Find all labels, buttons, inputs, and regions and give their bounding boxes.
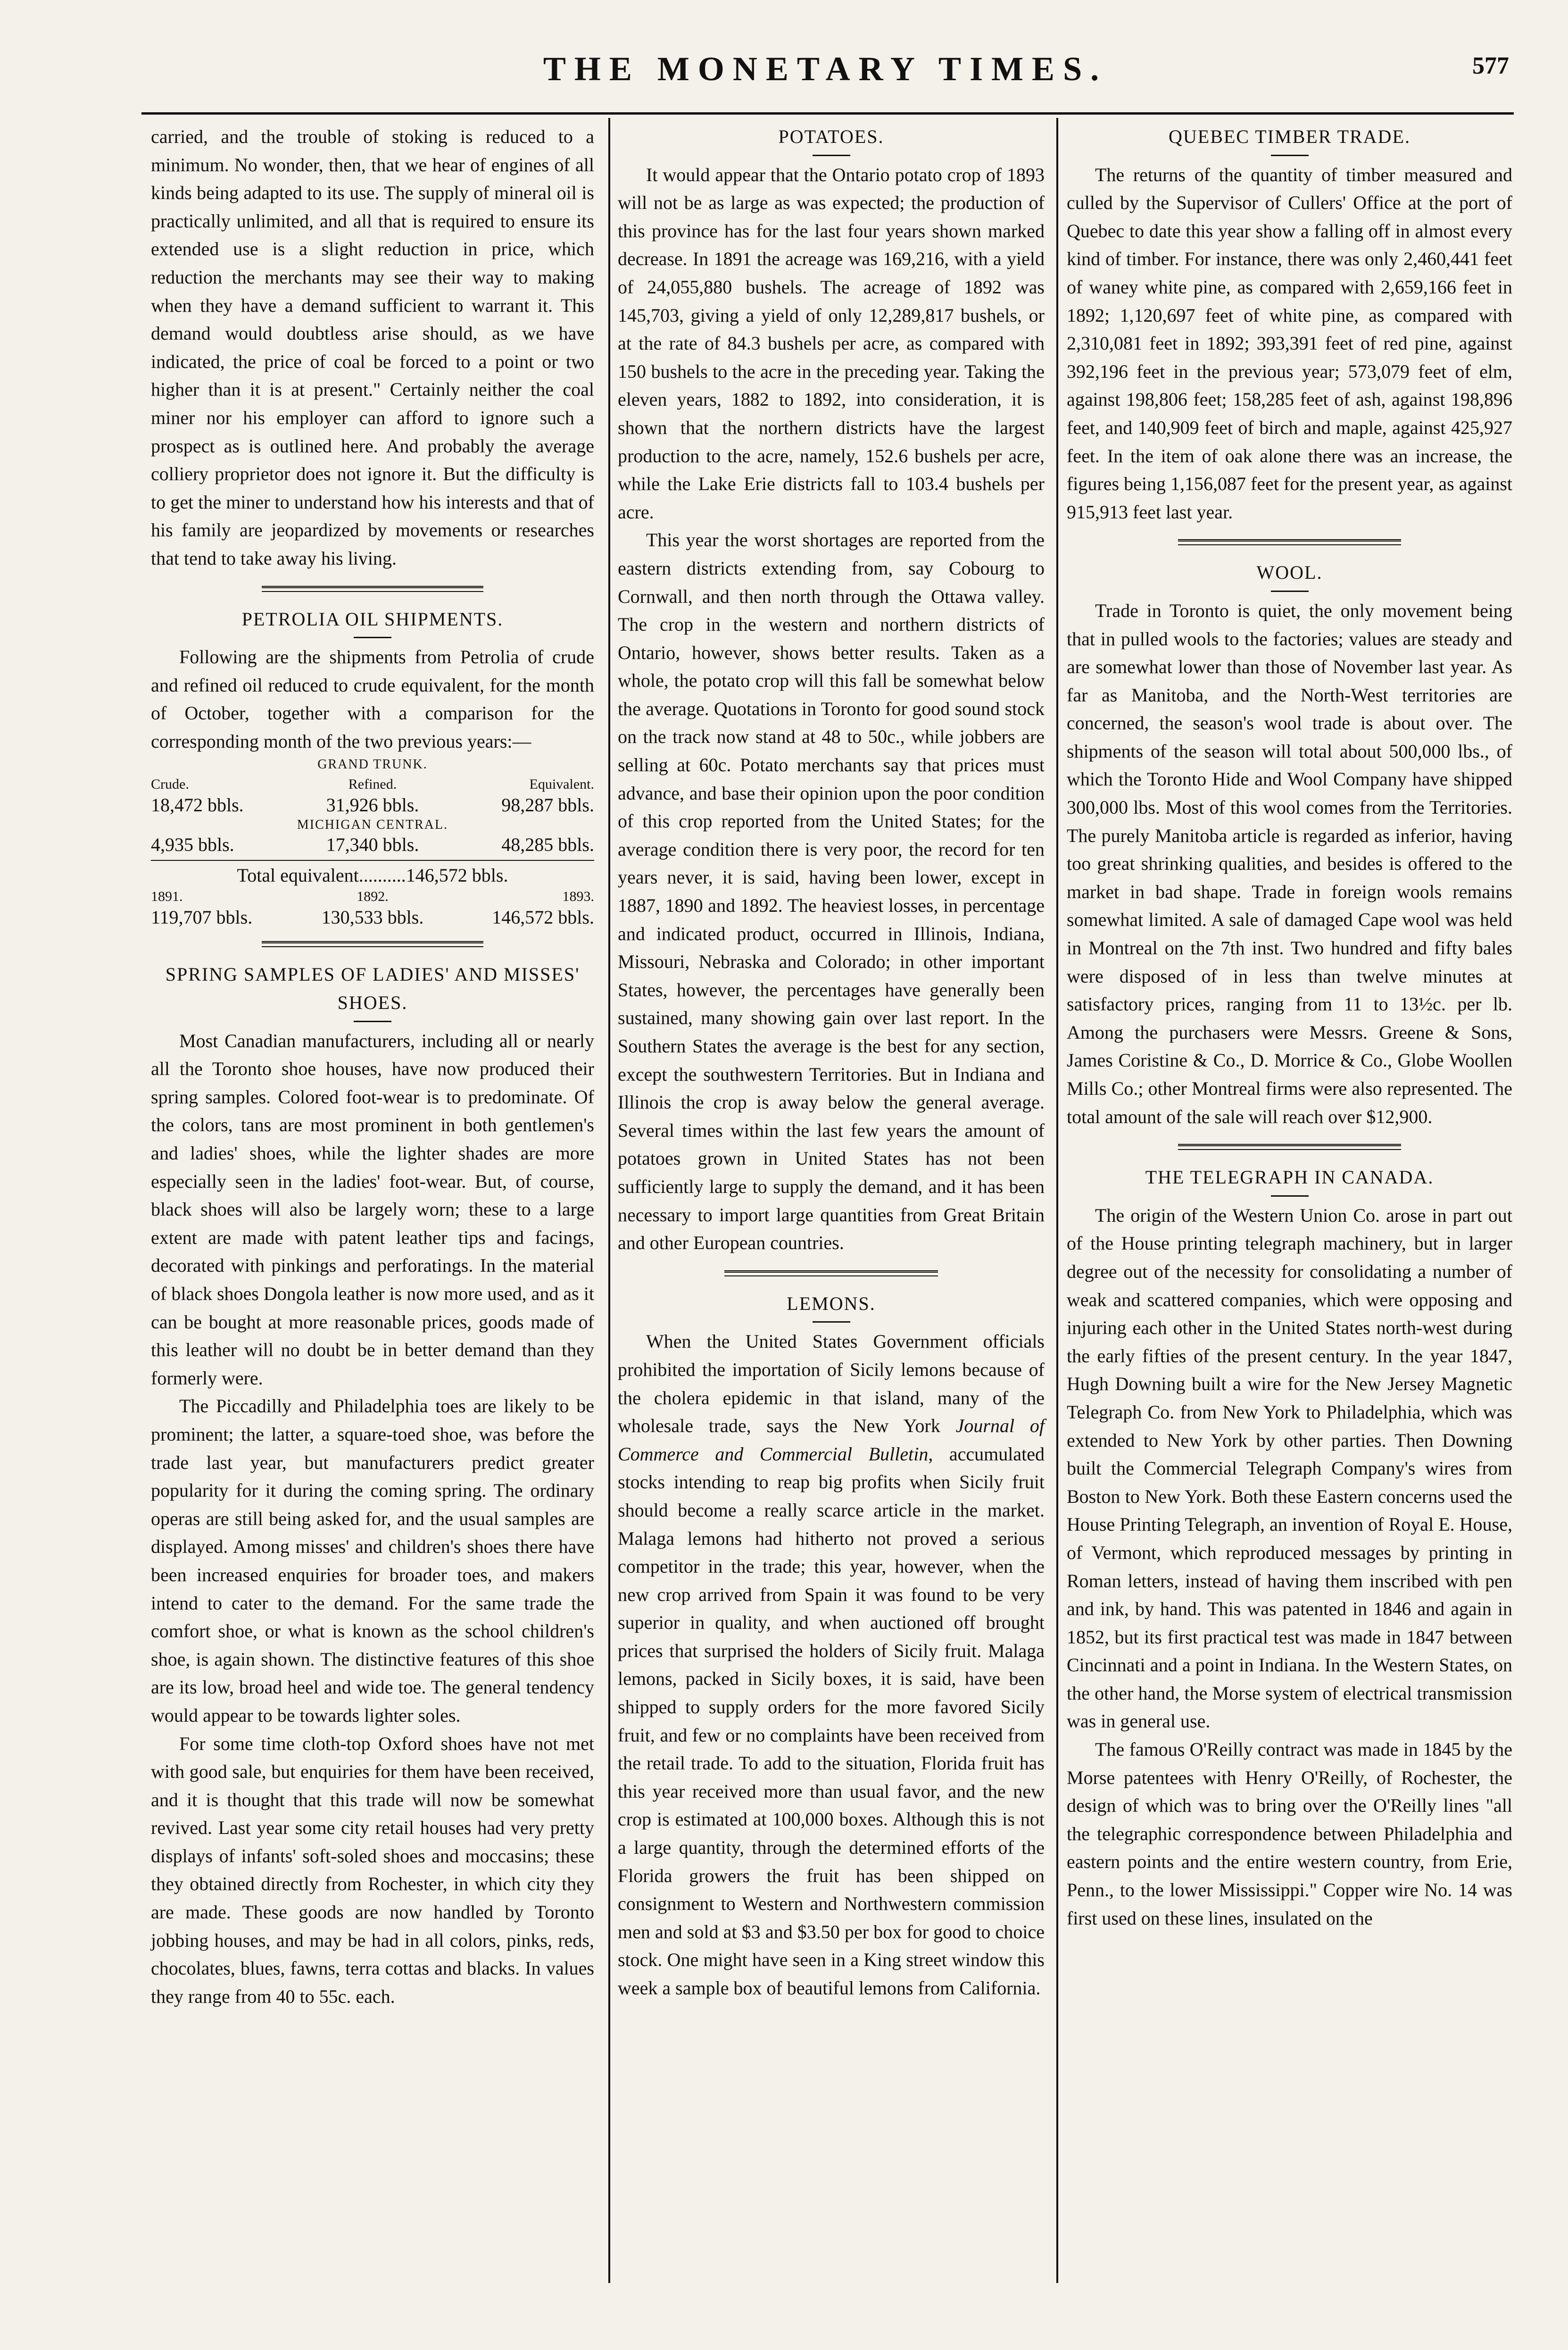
table-header-cell: Equivalent.: [529, 776, 594, 792]
section-divider: [262, 586, 483, 592]
heading-dash: [813, 155, 850, 156]
telegraph-heading: THE TELEGRAPH IN CANADA.: [1145, 1167, 1434, 1188]
table-cell: 130,533 bbls.: [321, 907, 424, 928]
table-cell: 31,926 bbls.: [326, 794, 419, 816]
column-3: [1067, 123, 1512, 1932]
year-header-row: [151, 886, 594, 907]
page-header: [141, 45, 1509, 101]
table-cell: 18,472 bbls.: [151, 794, 244, 816]
quebec-paragraph: The returns of the quantity of timber measured and culled by the Supervisor of Cullers' Office at the port of Quebec to date this year show a falling off in almost every kind of timber. For instance, there was only 2,460,441 feet of waney white pine, as compared with 2,659,166 feet in 1892; 1,120,697 feet of white pine, as compared with 2,310,081 feet in 1892; 393,391 feet of red pine, against 392,196 feet in the previous year; 573,079 feet of elm, against 198,806 feet; 158,285 feet of ash, against 198,896 feet, and 140,909 feet of birch and maple, against 425,927 feet. In the item of oak alone there was an increase, the figures being 1,156,087 feet for the present year, as against 915,913 feet last year.: [1067, 164, 1512, 523]
section-divider: [724, 1270, 938, 1276]
header-rule: [141, 112, 1514, 115]
table-row: [151, 834, 594, 855]
wool-heading: WOOL.: [1256, 562, 1323, 583]
petrolia-intro: Following are the shipments from Petrolia of crude and refined oil reduced to crude equivalent, for the month of October, together with a comparison for the corresponding month of the two previous years:—: [151, 646, 594, 752]
year-cell: 1893.: [562, 889, 594, 905]
lemons-text-a: When the United States Government officials prohibited the importation of Sicily lemons because of the cholera epidemic in that island, many of the wholesale trade, says the New York: [618, 1331, 1045, 1437]
table-header-row: [151, 774, 594, 795]
telegraph-paragraph-2: The famous O'Reilly contract was made in 1845 by the Morse patentees with Henry O'Reilly, of Rochester, the design of which was to bring over the O'Reilly lines "all the telegraphic correspondence between Philadelphia and eastern points and the entire western country, from Erie, Penn., to the lower Mississippi." Copper wire No. 14 was first used on these lines, insulated on the: [1067, 1739, 1512, 1929]
carry-over-paragraph: carried, and the trouble of stoking is reduced to a minimum. No wonder, then, that we hear of engines of all kinds being adapted to its use. The supply of mineral oil is practically unlimited, and all that is required to ensure its extended use is a slight reduction in price, which reduction the merchants may see their way to making when they have a demand sufficient to warrant it. This demand would doubtless arise should, as we have indicated, the price of coal be forced to a point or two higher than it is at present." Certainly neither the coal miner nor his employer can afford to ignore such a prospect as is outlined here. And probably the average colliery proprietor does not ignore it. But the difficulty is to get the miner to understand how his interests and that of his family are jeopardized by movements or researches that tend to take away his living.: [151, 126, 594, 569]
potatoes-heading: POTATOES.: [778, 126, 884, 147]
michigan-label: MICHIGAN CENTRAL.: [297, 817, 448, 833]
potatoes-paragraph-1: It would appear that the Ontario potato crop of 1893 will not be as large as was expected; the production of this province has for the last four years shown marked decrease. In 1891 the acreage was 169,216, with a yield of 24,055,880 bushels. The acreage of 1892 was 145,703, giving a yield of only 12,289,817 bushels, or at the rate of 84.3 bushels per acre, as compared with 150 bushels to the acre in the preceding year. Taking the eleven years, 1882 to 1892, into consideration, it is shown that the northern districts have the largest production to the acre, namely, 152.6 bushels per acre, while the Lake Erie districts fall to 103.4 bushels per acre.: [618, 164, 1045, 523]
column-1: [151, 123, 594, 2010]
potatoes-paragraph-2: This year the worst shortages are reported from the eastern districts extending from, say Cobourg to Cornwall, and then north through the Ottawa valley. The crop in the western and northern districts of Ontario, however, shows better results. Taken as a whole, the potato crop will this fall be somewhat below the average. Quotations in Toronto for good sound stock on the track now stand at 48 to 50c., while jobbers are selling at 60c. Potato merchants say that prices must advance, and base their opinion upon the poor condition of this crop reported from the United States; for the average condition there is very poor, the record for ten years never, it is said, having been lower, except in 1887, 1890 and 1892. The heaviest losses, in percentage and indicated product, occurred in Illinois, Indiana, Missouri, Nebraska and Colorado; in other important States, however, the percentages have generally been sustained, many showing gain over last report. In the Southern States the average is the best for any section, except the southwestern Territories. But in Indiana and Illinois the crop is away below the general average. Several times within the last few years the amount of potatoes grown in United States has not been sufficiently large to supply the demand, and it has been necessary to import large quantities from Great Britain and other European countries.: [618, 529, 1045, 1254]
year-cell: 1891.: [151, 889, 183, 905]
table-header-cell: Refined.: [348, 776, 397, 792]
heading-dash: [354, 1021, 391, 1022]
heading-dash: [813, 1321, 850, 1323]
table-row: [151, 795, 594, 816]
table-cell: 146,572 bbls.: [492, 907, 594, 928]
column-rule-1: [608, 118, 610, 2283]
spring-paragraph-1: Most Canadian manufacturers, including all or nearly all the Toronto shoe houses, have now produced their spring samples. Colored foot-wear is to predominate. Of the colors, tans are most prominent in both gentlemen's and ladies' shoes, while the lighter shades are more especially seen in the ladies' foot-wear. But, of course, black shoes will also be largely worn; these to a large extent are made with patent leather tips and facings, decorated with pinkings and perforatings. In the material of black shoes Dongola leather is now more used, and as it can be bought at more reasonable prices, goods made of this leather will no doubt be in better demand than they formerly were.: [151, 1030, 594, 1389]
petrolia-table: [151, 755, 594, 928]
table-cell: 48,285 bbls.: [501, 834, 594, 856]
wool-paragraph: Trade in Toronto is quiet, the only movement being that in pulled wools to the factories; values are steady and are somewhat lower than those of November last year. As far as Manitoba, and the North-West territories are concerned, the season's wool trade is about over. The shipments of the season will total about 500,000 lbs., of which the Toronto Hide and Wool Company have shipped 300,000 lbs. Most of this wool comes from the Territories. The purely Manitoba article is regarded as inferior, having too great shrinking qualities, and besides is offered to the market in bad shape. Trade in foreign wools remains somewhat limited. A sale of damaged Cape wool was held in Montreal on the 7th inst. Two hundred and fifty bales were disposed of in less than twelve minutes at satisfactory prices, ranging from 11 to 13½c. per lb. Among the purchasers were Messrs. Greene & Sons, James Coristine & Co., D. Morrice & Co., Globe Woollen Mills Co.; other Montreal firms were also represented. The total amount of the sale will reach over $12,900.: [1067, 600, 1512, 1127]
lemons-paragraph: [618, 1327, 1045, 2002]
table-cell: 17,340 bbls.: [326, 834, 419, 856]
heading-dash: [1271, 591, 1309, 592]
spring-paragraph-3: For some time cloth-top Oxford shoes have not met with good sale, but enquiries for them have been received, and it is thought that this trade will now be somewhat revived. Last year some city retail houses had very pretty displays of infants' soft-soled shoes and moccasins; these they obtained directly from Rochester, in which city they are made. These goods are now handled by Toronto jobbing houses, and may be had in all colors, pinks, reds, chocolates, blues, fawns, terra cottas and blacks. In values they range from 40 to 55c. each.: [151, 1733, 594, 2007]
table-cell: 119,707 bbls.: [151, 907, 253, 928]
total-equivalent: Total equivalent..........146,572 bbls.: [151, 860, 594, 886]
table-cell: 98,287 bbls.: [501, 794, 594, 816]
section-divider: [1178, 539, 1401, 545]
quebec-timber-heading: QUEBEC TIMBER TRADE.: [1169, 126, 1410, 147]
lemons-heading: LEMONS.: [787, 1292, 876, 1314]
table-row: [151, 907, 594, 928]
section-divider: [262, 941, 483, 947]
section-divider: [1178, 1144, 1401, 1150]
lemons-text-b: , accumulated stocks intending to reap big profits when Sicily fruit should become a really scarce article in the market. Malaga lemons had hitherto not proved a serious competitor in the trade; this year, however, when the new crop arrived from Spain it was found to be very superior in quality, and when auctioned off brought prices that surprised the holders of Sicily fruit. Malaga lemons, packed in Sicily boxes, it is said, have been shipped to supply orders for the more favored Sicily fruit, and few or no complaints have been received from the retail trade. To add to the situation, Florida fruit has this year received more than usual favor, and the new crop is estimated at 100,000 boxes. Although this is not a large quantity, through the determined efforts of the Florida growers the fruit has been shipped on consignment to Western and Northwestern commission men and sold at $3 and $3.50 per box for good to choice stock. One might have seen in a King street window this week a sample box of beautiful lemons from California.: [618, 1443, 1045, 1999]
page-number: 577: [1472, 52, 1509, 79]
journal-title: Journal of Commerce and Commercial Bulletin: [618, 1415, 1045, 1465]
heading-dash: [1271, 1195, 1309, 1197]
column-rule-2: [1056, 118, 1058, 2283]
table-header-cell: Crude.: [151, 776, 189, 792]
table-cell: 4,935 bbls.: [151, 834, 234, 856]
grand-trunk-label: GRAND TRUNK.: [317, 757, 428, 772]
column-2: [618, 123, 1045, 2002]
spring-paragraph-2: The Piccadilly and Philadelphia toes are likely to be prominent; the latter, a square-toed shoe, was before the trade last year, but manufacturers predict greater popularity for it during the coming spring. The ordinary operas are still being asked for, and the usual samples are displayed. Among misses' and children's shoes there have been increased enquiries for broader toes, and makers intend to cater to the demand. For the same trade the comfort shoe, or what is known as the school children's shoe, is again shown. The distinctive features of this shoe are its low, broad heel and wide toe. The general tendency would appear to be towards lighter soles.: [151, 1395, 594, 1726]
heading-dash: [1271, 155, 1309, 156]
petrolia-heading: PETROLIA OIL SHIPMENTS.: [241, 608, 504, 630]
telegraph-paragraph-1: The origin of the Western Union Co. arose in part out of the House printing telegraph machinery, but in larger degree out of the necessity for consolidating a number of weak and scattered companies, which were opposing and injuring each other in the United States north-west during the early fifties of the present century. In the year 1847, Hugh Downing built a wire for the New Jersey Magnetic Telegraph Co. from New York to Philadelphia, which was extended to New York by other parties. Then Downing built the Commercial Telegraph Company's wires from Boston to New York. Both these Eastern concerns used the House Printing Telegraph, an invention of Royal E. House, of Vermont, which reproduced messages by printing in Roman letters, instead of having them inscribed with pen and ink, by hand. This was patented in 1846 and again in 1852, but its first practical test was made in 1847 between Cincinnati and a point in Indiana. In the Western States, on the other hand, the Morse system of electrical transmission was in general use.: [1067, 1204, 1512, 1732]
spring-samples-heading: SPRING SAMPLES OF LADIES' AND MISSES' SHOES.: [165, 964, 580, 1014]
masthead-title: THE MONETARY TIMES.: [543, 50, 1108, 88]
year-cell: 1892.: [357, 889, 389, 905]
heading-dash: [354, 637, 391, 638]
